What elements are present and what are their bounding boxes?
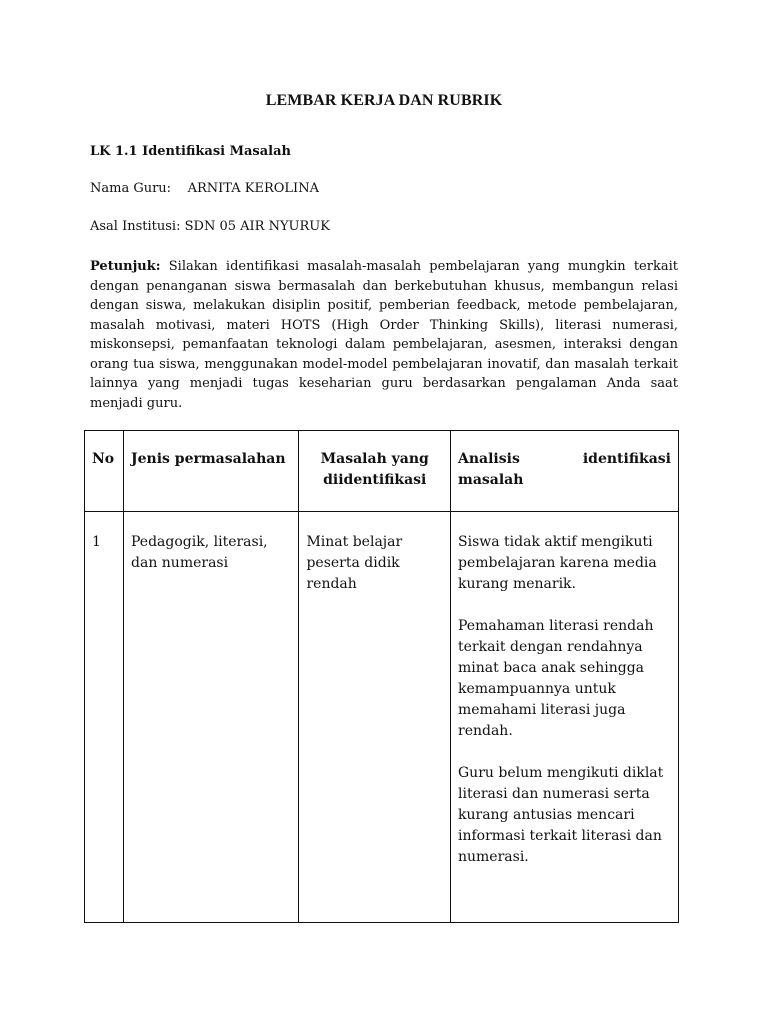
cell-no: 1 <box>85 512 124 923</box>
cell-jenis: Pedagogik, literasi, dan numerasi <box>124 512 299 923</box>
header-masalah-diidentifikasi: Masalah yang diidentifikasi <box>299 431 451 512</box>
teacher-name-label: Nama Guru: <box>90 181 172 196</box>
header-analisis-word2: identifikasi <box>582 451 671 467</box>
table-header-row <box>85 431 679 512</box>
header-jenis-permasalahan: Jenis permasalahan <box>124 431 299 512</box>
document-title: LEMBAR KERJA DAN RUBRIK <box>265 92 503 109</box>
header-analisis-word1: Analisis <box>458 451 520 467</box>
analysis-paragraph: Pemahaman literasi rendah terkait dengan rendahnya minat baca anak sehingga kemampuannya untuk memahami literasi juga rendah. <box>458 618 654 739</box>
analysis-paragraph: Siswa tidak aktif mengikuti pembelajaran karena media kurang menarik. <box>458 534 657 592</box>
worksheet-subtitle: LK 1.1 Identifikasi Masalah <box>90 144 291 159</box>
instructions-label: Petunjuk: <box>90 259 161 274</box>
header-analisis-word3: masalah <box>458 472 524 488</box>
header-analisis-identifikasi <box>451 431 679 512</box>
analysis-paragraph: Guru belum mengikuti diklat literasi dan numerasi serta kurang antusias mencari informasi terkait literasi dan numerasi. <box>458 765 664 865</box>
teacher-name-line <box>90 181 319 196</box>
table-row <box>85 512 679 923</box>
instructions-text: Silakan identifikasi masalah-masalah pembelajaran yang mungkin terkait dengan penanganan siswa bermasalah dan berkebutuhan khusus, membangun relasi dengan siswa, melakukan disiplin positif, pemberian feedback, metode pembelajaran, masalah motivasi, materi HOTS (High Order Thinking Skills), literasi numerasi, miskonsepsi, pemanfaatan teknologi dalam pembelajaran, asesmen, interaksi dengan orang tua siswa, menggunakan model-model pembelajaran inovatif, dan masalah terkait lainnya yang menjadi tugas keseharian guru berdasarkan pengalaman Anda saat menjadi guru. <box>90 259 678 411</box>
institution-label: Asal Institusi: <box>90 219 181 234</box>
institution-line <box>90 219 330 234</box>
cell-masalah: Minat belajar peserta didik rendah <box>299 512 451 923</box>
instructions-paragraph <box>90 257 678 413</box>
cell-analisis <box>451 512 679 923</box>
institution-value: SDN 05 AIR NYURUK <box>184 219 330 234</box>
header-no: No <box>85 431 124 512</box>
problem-identification-table <box>84 430 679 923</box>
teacher-name-value: ARNITA KEROLINA <box>187 181 319 196</box>
